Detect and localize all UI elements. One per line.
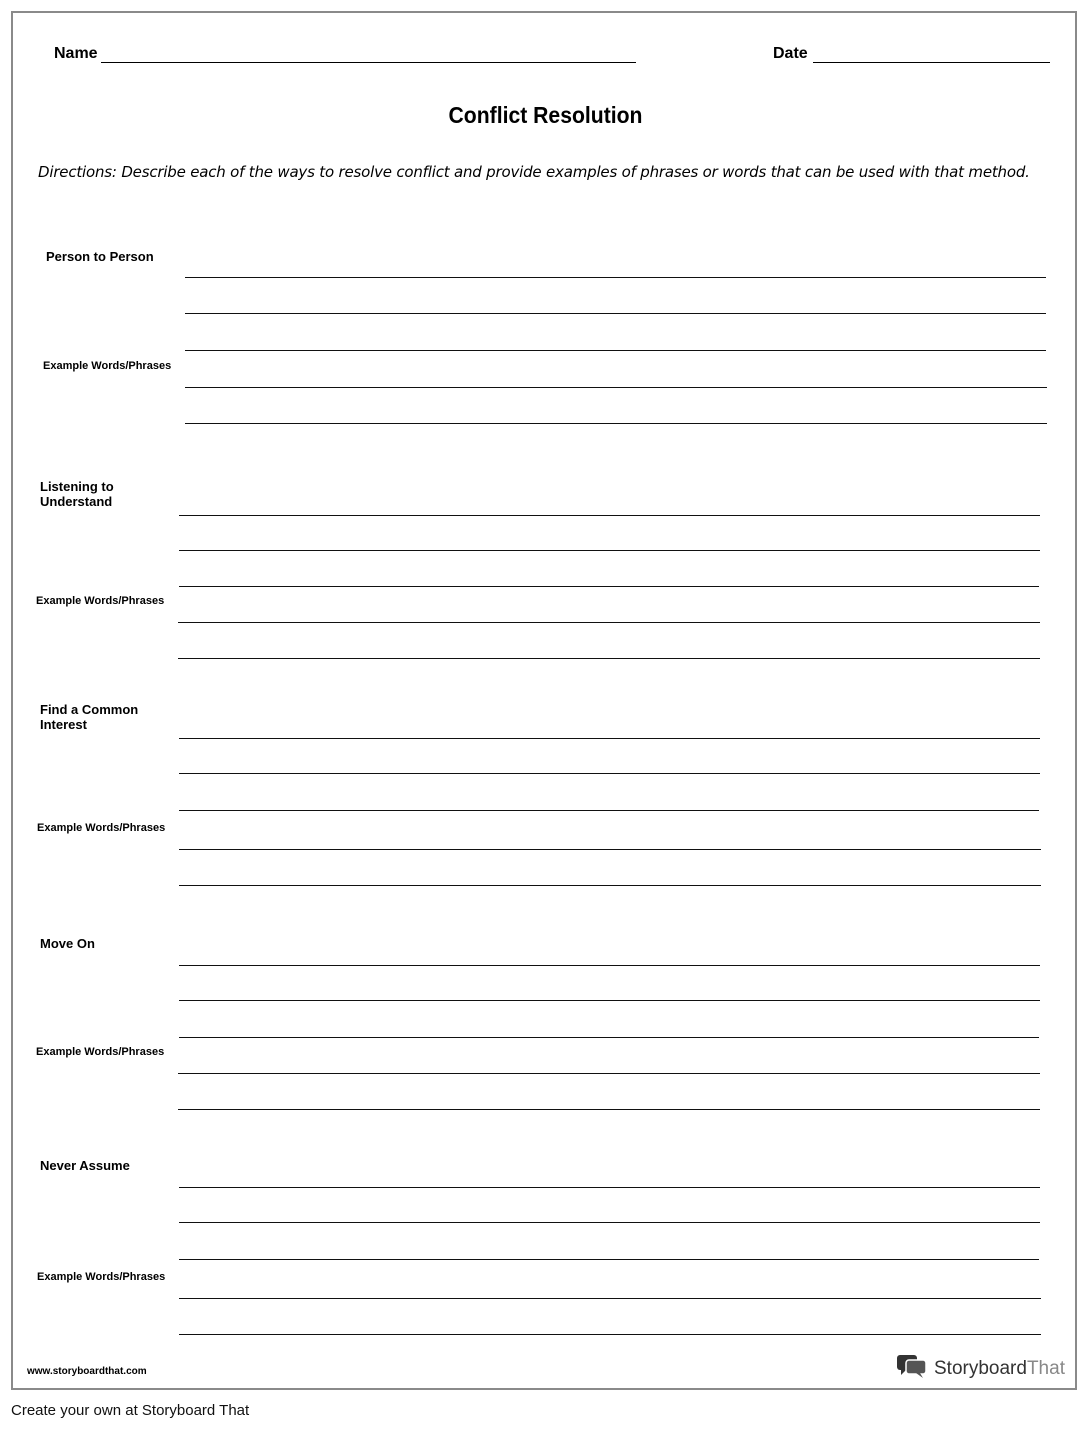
answer-line[interactable] [178,622,1040,623]
answer-line[interactable] [185,423,1047,424]
date-label: Date [773,45,808,62]
answer-line[interactable] [185,277,1046,278]
answer-line[interactable] [179,1000,1040,1001]
answer-line[interactable] [185,350,1046,351]
answer-line[interactable] [179,1334,1041,1335]
section-title-move-on: Move On [40,936,95,951]
answer-line[interactable] [179,965,1040,966]
answer-line[interactable] [178,1073,1040,1074]
answer-line[interactable] [179,1037,1039,1038]
footer-url[interactable]: www.storyboardthat.com [27,1366,147,1377]
name-field[interactable] [101,62,636,63]
brand-name: StoryboardThat [934,1357,1065,1379]
name-label: Name [54,45,98,62]
section-title-find-a-common-interest: Find a Common Interest [40,702,139,732]
storyboardthat-logo[interactable] [896,1353,1065,1384]
worksheet-page [11,11,1077,1390]
example-label: Example Words/Phrases [36,595,165,607]
example-label: Example Words/Phrases [37,1271,166,1283]
example-label: Example Words/Phrases [36,1046,165,1058]
answer-line[interactable] [178,1109,1040,1110]
answer-line[interactable] [179,1298,1041,1299]
answer-line[interactable] [179,586,1039,587]
section-title-person-to-person: Person to Person [46,249,154,264]
answer-line[interactable] [185,313,1046,314]
example-label: Example Words/Phrases [37,822,166,834]
date-field[interactable] [813,62,1050,63]
section-title-listening-to-understand: Listening to Understand [40,479,114,509]
answer-line[interactable] [179,515,1040,516]
answer-line[interactable] [179,1187,1040,1188]
answer-line[interactable] [179,810,1039,811]
answer-line[interactable] [179,738,1040,739]
directions-text: Directions: Describe each of the ways to resolve conflict and provide examples of phrases or words that can be used with that method. [38,163,1030,181]
answer-line[interactable] [179,773,1040,774]
example-label: Example Words/Phrases [43,360,172,372]
page-title: Conflict Resolution [448,102,643,128]
section-title-never-assume: Never Assume [40,1158,130,1173]
answer-line[interactable] [179,1259,1039,1260]
answer-line[interactable] [179,550,1040,551]
speech-bubbles-icon [896,1353,928,1384]
answer-line[interactable] [179,885,1041,886]
answer-line[interactable] [179,1222,1040,1223]
answer-line[interactable] [178,658,1040,659]
answer-line[interactable] [185,387,1047,388]
create-your-own-caption[interactable]: Create your own at Storyboard That [11,1402,250,1419]
answer-line[interactable] [179,849,1041,850]
